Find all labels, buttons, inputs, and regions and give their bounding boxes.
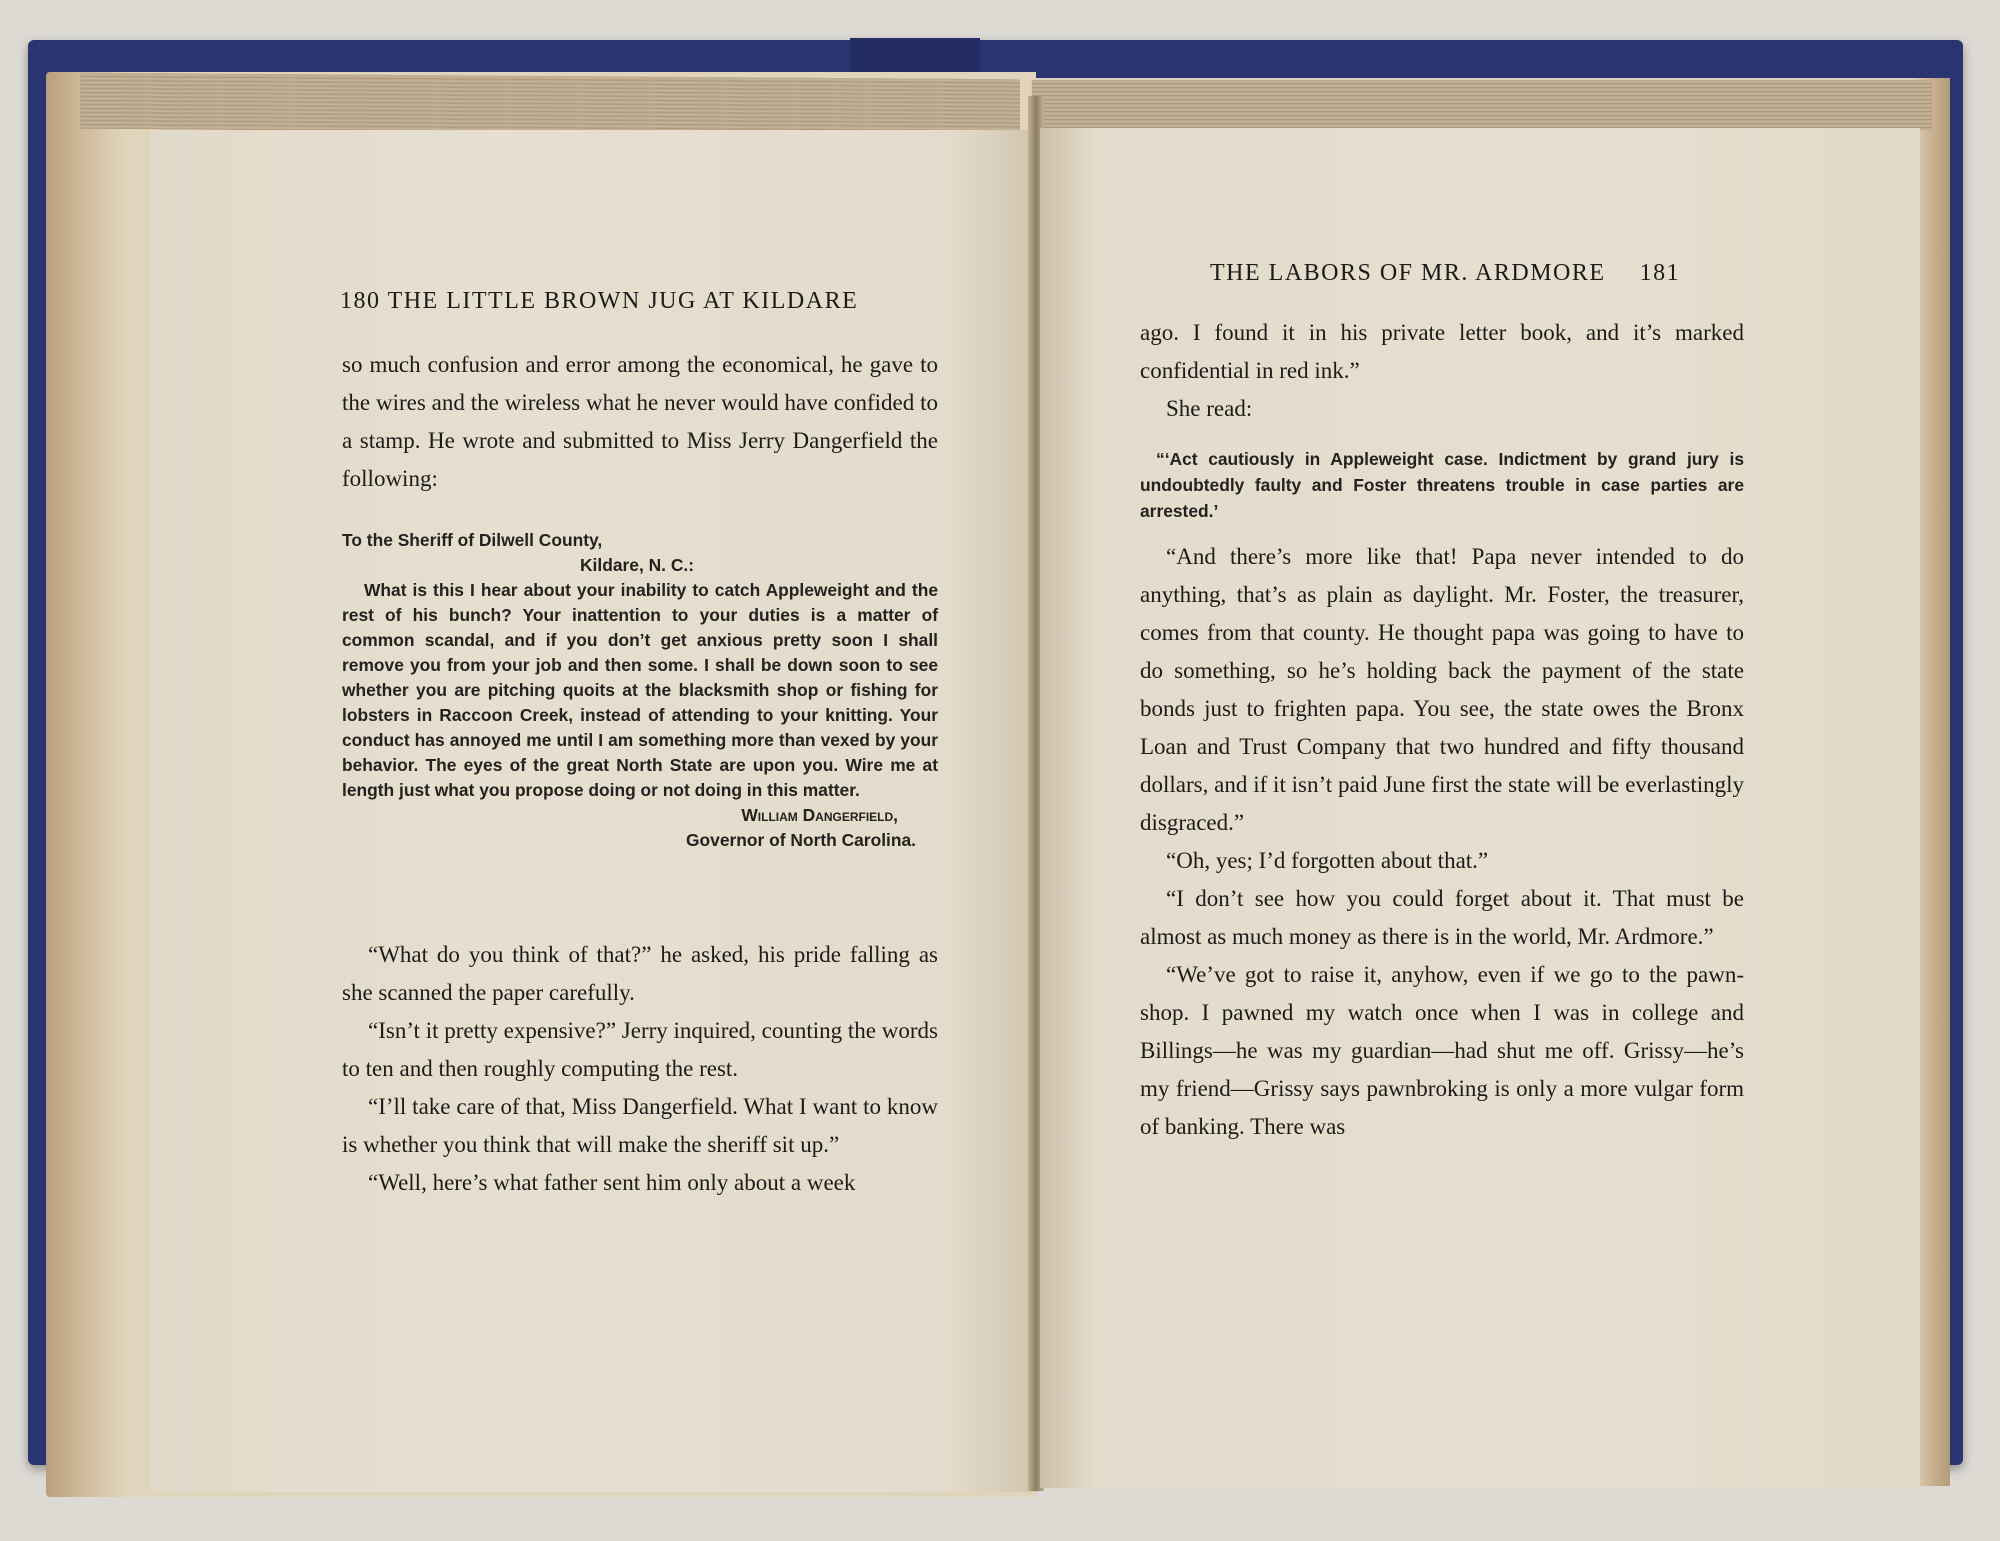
paragraph: She read: — [1166, 396, 1253, 421]
letter-signature-title: Governor of North Carolina. — [686, 830, 916, 850]
paragraph: “We’ve got to raise it, anyhow, even if we go to the pawn-shop. I pawned my watch once when I was in college and Billings—he was my guardian—had shut me off. Grissy—he’s my friend—Grissy says pawnbroking is only a more vulgar form of banking. There was — [1140, 962, 1744, 1139]
paragraph: “I’ll take care of that, Miss Dangerfield. What I want to know is whether you think that will make the sheriff sit up.” — [342, 1094, 938, 1157]
paragraph: ago. I found it in his private letter book, and it’s marked confidential in red ink.” — [1140, 320, 1744, 383]
left-intro-text — [342, 346, 938, 498]
left-dialogue-text — [342, 936, 938, 1202]
paragraph: “Isn’t it pretty expensive?” Jerry inquired, counting the words to ten and then roughly computing the rest. — [342, 1018, 938, 1081]
paragraph: “And there’s more like that! Papa never intended to do anything, that’s as plain as daylight. Mr. Foster, the treasurer, comes from that county. He thought papa was going to have to do something, so he’s holding back the payment of the state bonds just to frighten papa. You see, the state owes the Bronx Loan and Trust Company that two hundred and fifty thousand dollars, and if it isn’t paid June first the state will be everlastingly disgraced.” — [1140, 544, 1744, 835]
letter-body: What is this I hear about your inability to catch Appleweight and the rest of his bunch? Your inattention to your duties is a matter of common scandal, and if you don’t get anxious pretty soon I shall remove you from your job and then some. I shall be down soon to see whether you are pitching quoits at the blacksmith shop or fishing for lobsters in Raccoon Creek, instead of attending to your knitting. Your conduct has annoyed me until I am something more than vexed by your behavior. The eyes of the great North State are upon you. Wire me at length just what you propose doing or not doing in this matter. — [342, 580, 938, 800]
left-running-head: 180 THE LITTLE BROWN JUG AT KILDARE — [340, 288, 859, 314]
page-number: 181 — [1639, 260, 1681, 286]
letter-place: Kildare, N. C.: — [580, 555, 695, 575]
right-page — [1040, 128, 1920, 1488]
quote-text: “‘Act cautiously in Appleweight case. Indictment by grand jury is undoubtedly faulty and Foster threatens trouble in case parties are arrested.’ — [1140, 449, 1744, 521]
paragraph: “Oh, yes; I’d forgotten about that.” — [1166, 848, 1489, 873]
quoted-letter — [1140, 446, 1744, 524]
paragraph: “I don’t see how you could forget about it. That must be almost as much money as there is in the world, Mr. Ardmore.” — [1140, 886, 1744, 949]
letter-signature-name: William Dangerfield, — [741, 805, 898, 825]
right-page-edges — [1032, 80, 1932, 130]
telegram-letter — [342, 528, 938, 853]
running-head-title: THE LABORS OF MR. ARDMORE — [1210, 260, 1606, 286]
letter-salutation: To the Sheriff of Dilwell County, — [342, 530, 603, 550]
paragraph: “What do you think of that?” he asked, his pride falling as she scanned the paper carefully. — [342, 942, 938, 1005]
right-running-head — [1210, 260, 1680, 287]
left-page-edges — [80, 73, 1020, 136]
right-dialogue-text — [1140, 538, 1744, 1146]
left-page — [150, 130, 1038, 1492]
paragraph: so much confusion and error among the economical, he gave to the wires and the wireless what he never would have confided to a stamp. He wrote and submitted to Miss Jerry Dangerfield the following: — [342, 352, 938, 491]
paragraph: “Well, here’s what father sent him only about a week — [368, 1170, 856, 1195]
right-top-text — [1140, 314, 1744, 428]
